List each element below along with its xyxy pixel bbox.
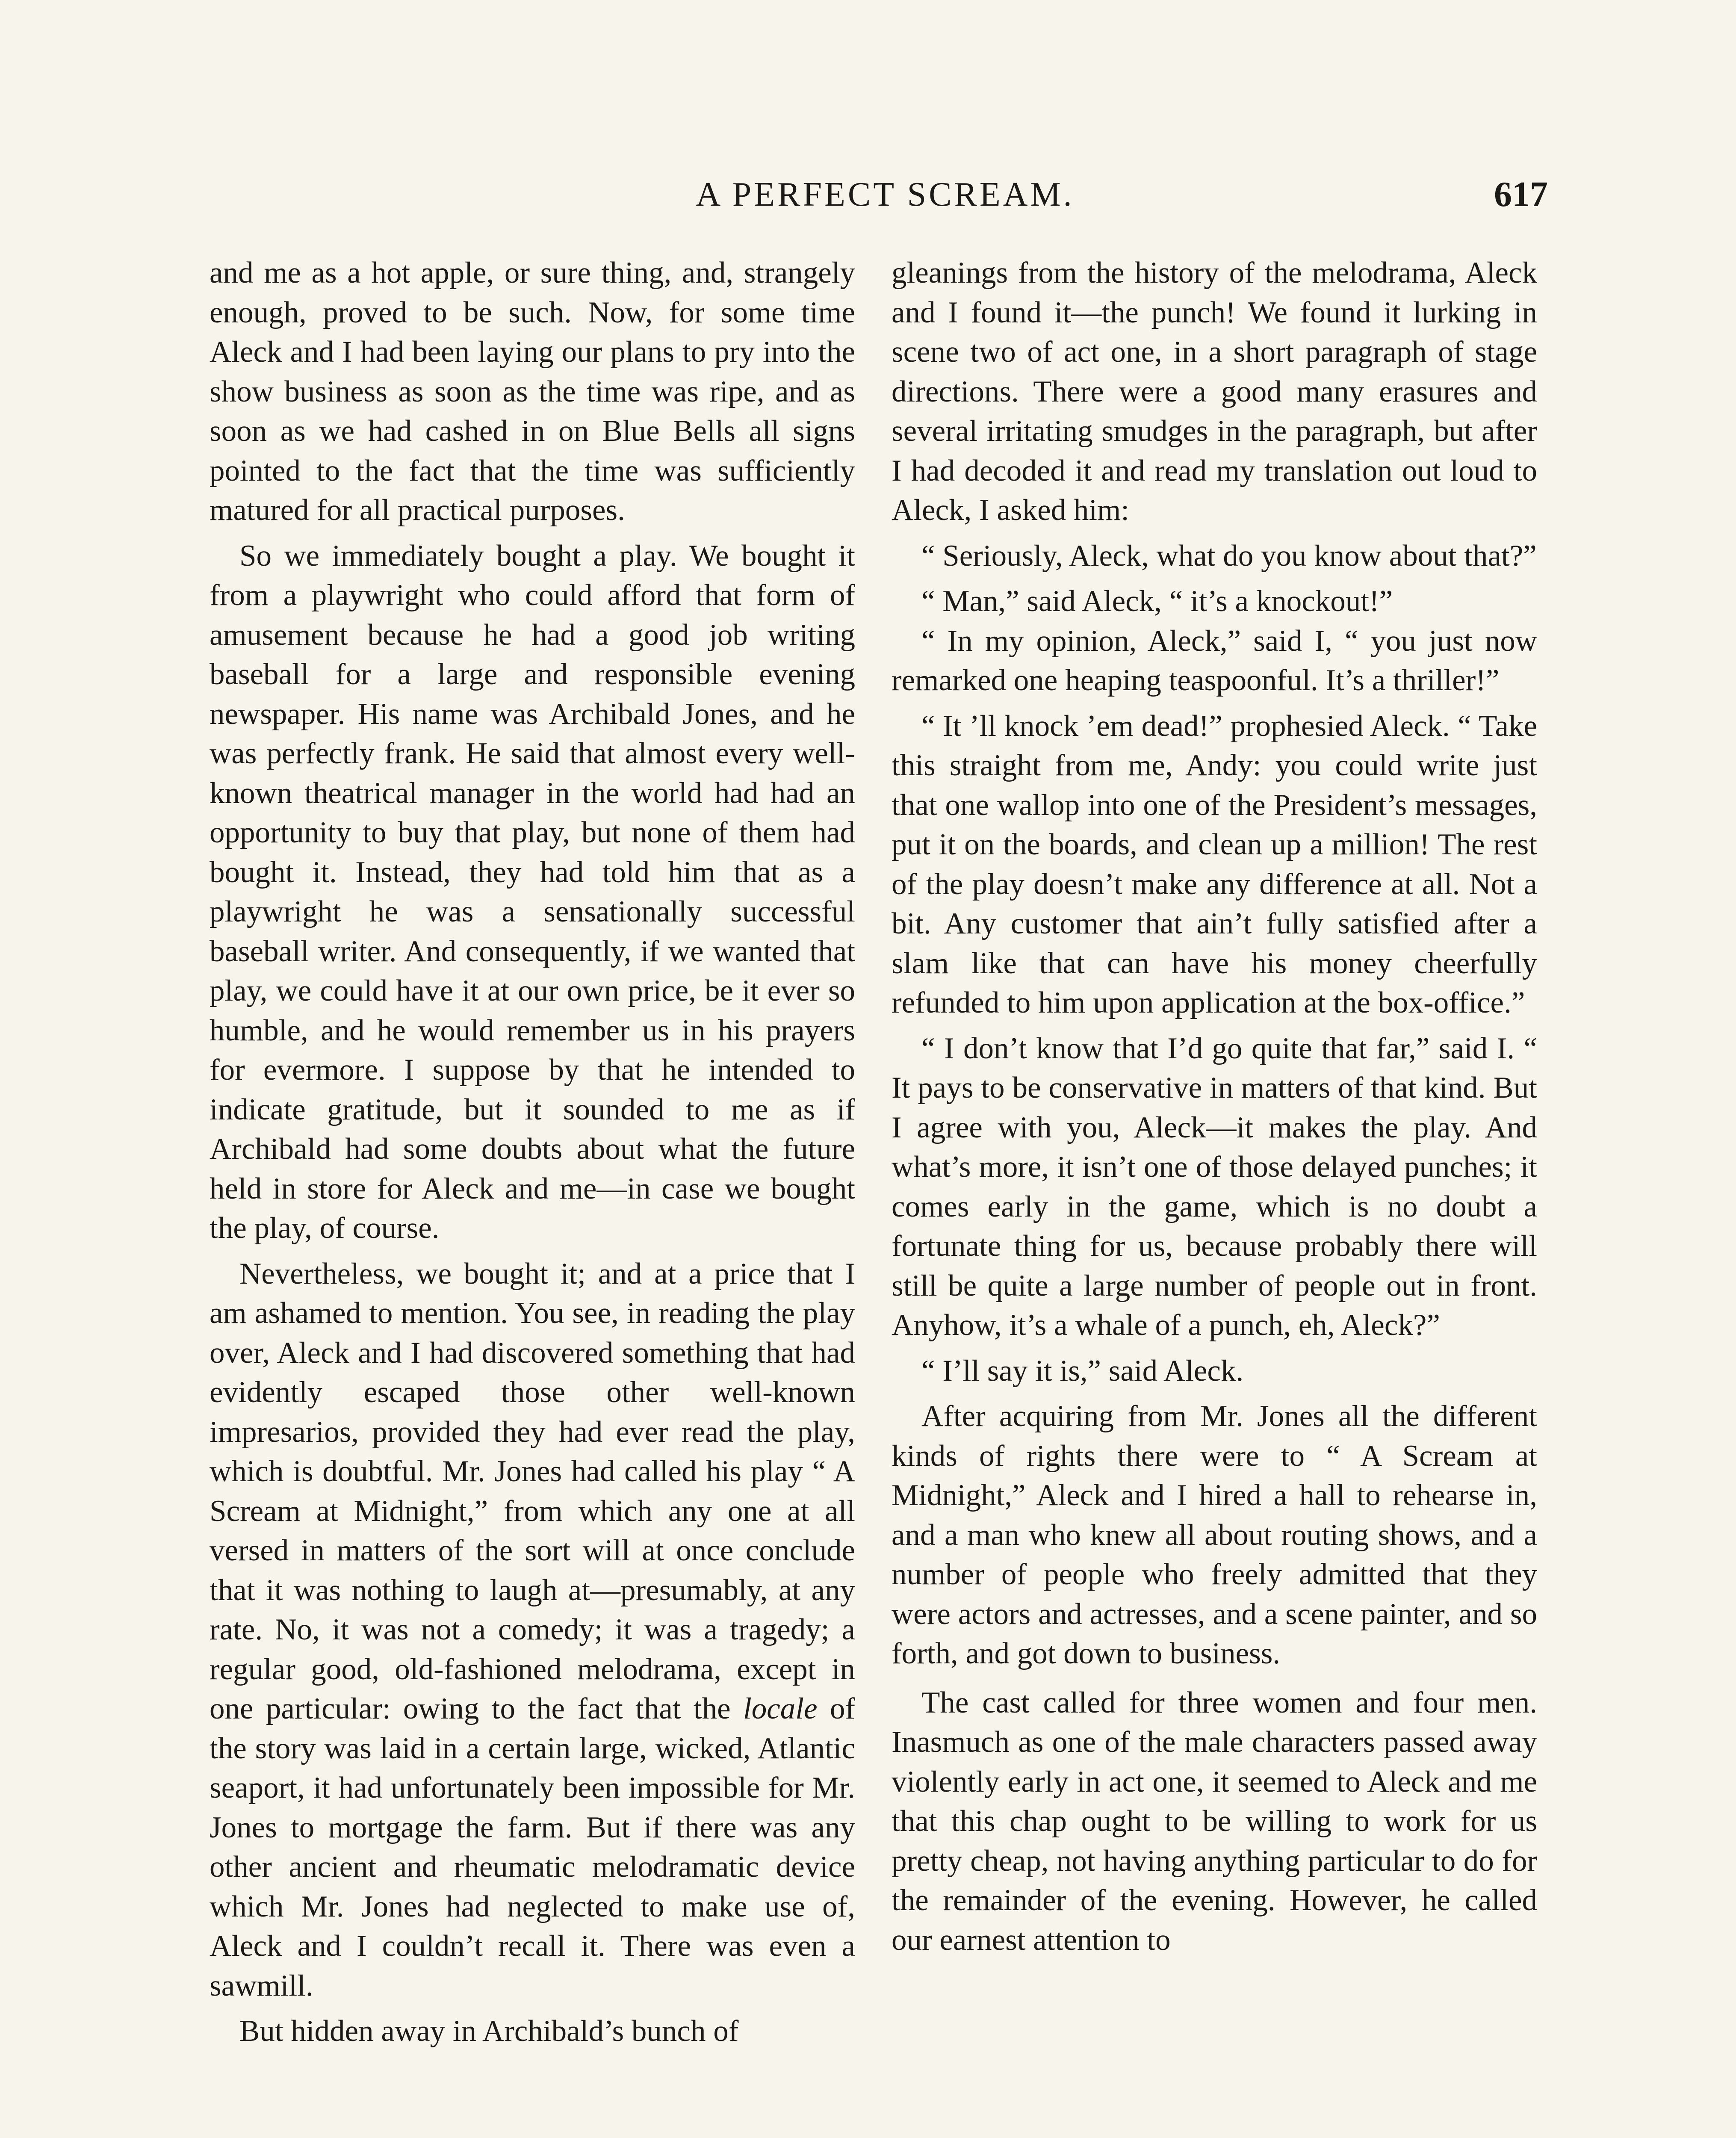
dialogue-paragraph: [892, 621, 1537, 700]
paragraph: [210, 2011, 855, 2051]
dialogue-paragraph: [892, 582, 1537, 621]
italic-word: locale: [743, 1692, 818, 1725]
paragraph-text: gleanings from the history of the melodrama, Aleck and I found it—the punch! We found it lurking in scene two of act one, in a short paragraph of stage directions. There were a good many erasures and several irritating smudges in the paragraph, but after I had decoded it and read my translation out loud to Aleck, I asked him:: [892, 256, 1537, 527]
paragraph: [210, 1254, 855, 2006]
paragraph-text: “ I’ll say it is,” said Aleck.: [921, 1354, 1244, 1388]
paragraph-text: The cast called for three women and four men. Inasmuch as one of the male characters passed away violently early in act one, it seemed to Aleck and me that this chap ought to be willing to work for us pretty cheap, not having anything particular to do for the remainder of the evening. However, he called our earnest attention to: [892, 1686, 1537, 1957]
paragraph-text: “ It ’ll knock ’em dead!” prophesied Aleck. “ Take this straight from me, Andy: you could write just that one wallop into one of the President’s messages, put it on the boards, and clean up a million! The rest of the play doesn’t make any difference at all. Not a bit. Any customer that ain’t fully satisfied after a slam like that can have his money cheerfully refunded to him upon application at the box-office.”: [892, 709, 1537, 1019]
paragraph-text: and me as a hot apple, or sure thing, and, strangely enough, proved to be such. Now, for some time Aleck and I had been laying our plans to pry into the show business as soon as the time was ripe, and as soon as we had cashed in on Blue Bells all signs pointed to the fact that the time was sufficiently matured for all practical purposes.: [210, 256, 855, 527]
paragraph-text: Nevertheless, we bought it; and at a price that I am ashamed to mention. You see, in reading the play over, Aleck and I had discovered something that had evidently escaped those other well-known impresarios, provided they had ever read the play, which is doubtful. Mr. Jones had called his play “ A Scream at Midnight,” from which any one at all versed in matters of the sort will at once conclude that it was nothing to laugh at—presumably, at any rate. No, it was not a comedy; it was a tragedy; a regular good, old-fashioned melodrama, except in one particular: owing to the fact that the: [210, 1257, 855, 1725]
running-head: [0, 173, 1736, 220]
paragraph-text: “ Seriously, Aleck, what do you know about that?”: [921, 539, 1537, 573]
paragraph-text: “ I don’t know that I’d go quite that far,” said I. “ It pays to be conservative in matters of that kind. But I agree with you, Aleck—it makes the play. And what’s more, it isn’t one of those delayed punches; it comes early in the game, which is no doubt a fortunate thing for us, because probably there will still be quite a large number of people out in front. Anyhow, it’s a whale of a punch, eh, Aleck?”: [892, 1031, 1537, 1342]
dialogue-paragraph: [892, 536, 1537, 576]
paragraph-continued: [892, 253, 1537, 530]
paragraph-text: So we immediately bought a play. We bought it from a playwright who could afford that form of amusement because he had a good job writing baseball for a large and responsible evening newspaper. His name was Archibald Jones, and he was perfectly frank. He said that almost every well-known theatrical manager in the world had had an opportunity to buy that play, but none of them had bought it. Instead, they had told him that as a playwright he was a sensationally successful baseball writer. And consequently, if we wanted that play, we could have it at our own price, be it ever so humble, and he would remember us in his prayers for evermore. I suppose by that he intended to indicate gratitude, but it sounded to me as if Archibald had some doubts about what the future held in store for Aleck and me—in case we bought the play, of course.: [210, 539, 855, 1245]
paragraph-text: But hidden away in Archibald’s bunch of: [239, 2014, 739, 2048]
dialogue-paragraph: [892, 706, 1537, 1023]
paragraph: [892, 1683, 1537, 1960]
paragraph: [892, 1397, 1537, 1674]
paragraph: [210, 536, 855, 1248]
paragraph-text: of the story was laid in a certain large, wicked, Atlantic seaport, it had unfortunately been impossible for Mr. Jones to mortgage the farm. But if there was any other ancient and rheumatic melodramatic device which Mr. Jones had neglected to make use of, Aleck and I couldn’t recall it. There was even a sawmill.: [210, 1692, 855, 2002]
right-text-column: [892, 253, 1537, 1960]
dialogue-paragraph: [892, 1351, 1537, 1391]
paragraph-text: “ In my opinion, Aleck,” said I, “ you just now remarked one heaping teaspoonful. It’s a thriller!”: [892, 624, 1537, 697]
left-text-column: [210, 253, 855, 2051]
running-title: A PERFECT SCREAM.: [696, 176, 1075, 213]
dialogue-paragraph: [892, 1029, 1537, 1345]
paragraph-continued: [210, 253, 855, 530]
page-number: 617: [1494, 174, 1548, 214]
paragraph-text: After acquiring from Mr. Jones all the different kinds of rights there were to “ A Scream at Midnight,” Aleck and I hired a hall to rehearse in, and a man who knew all about routing shows, and a number of people who freely admitted that they were actors and actresses, and a scene painter, and so forth, and got down to business.: [892, 1400, 1537, 1670]
paragraph-text: “ Man,” said Aleck, “ it’s a knockout!”: [921, 585, 1393, 618]
